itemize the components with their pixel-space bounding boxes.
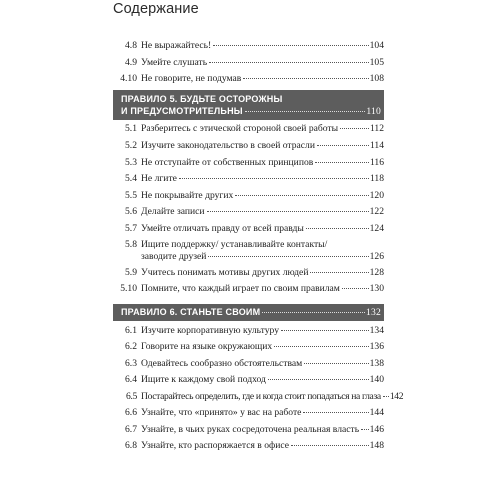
dot-leader <box>179 178 369 179</box>
entry-number: 6.6 <box>125 407 137 418</box>
entry-number: 6.5 <box>126 391 137 402</box>
entry-number: 5.6 <box>125 206 137 217</box>
entry-title: Изучите корпоративную культуру <box>141 325 280 336</box>
entry-title: Не покрывайте других <box>141 190 234 201</box>
dot-leader <box>213 45 368 46</box>
entry-page: 130 <box>369 283 384 294</box>
entry-number: 5.2 <box>125 140 137 151</box>
entry-page: 144 <box>369 407 384 418</box>
dot-leader <box>291 445 369 446</box>
chapter-page: 132 <box>366 307 381 318</box>
entry-page: 136 <box>369 341 384 352</box>
entry-page: 120 <box>369 190 384 201</box>
entry-page: 126 <box>369 251 384 262</box>
entry-page: 118 <box>369 173 384 184</box>
entry-title: Не говорите, не подумав <box>141 73 242 84</box>
entry-number: 4.9 <box>125 57 137 68</box>
dot-leader <box>208 256 368 257</box>
entry-title: Ищите поддержку/ устанавливайте контакты/ <box>141 239 328 250</box>
dot-leader <box>303 412 368 413</box>
entry-number: 5.5 <box>125 190 137 201</box>
dot-leader <box>235 195 368 196</box>
dot-leader <box>245 111 366 112</box>
table-of-contents <box>113 0 404 500</box>
entry-title: Узнайте, кто распоряжается в офисе <box>141 440 289 451</box>
entry-number: 5.7 <box>125 223 137 234</box>
entry-title: Делайте записи <box>141 206 205 217</box>
dot-leader <box>340 128 369 129</box>
dot-leader <box>342 288 369 289</box>
entry-number: 6.7 <box>125 424 137 435</box>
entry-number: 6.4 <box>125 374 137 385</box>
entry-page: 134 <box>369 325 384 336</box>
chapter-title-line1: ПРАВИЛО 5. БУДЬТЕ ОСТОРОЖНЫ <box>121 94 283 104</box>
entry-page: 105 <box>369 57 384 68</box>
entry-title: Говорите на языке окружающих <box>141 341 273 352</box>
dot-leader <box>304 363 368 364</box>
entry-page: 124 <box>369 223 384 234</box>
dot-leader <box>262 312 365 313</box>
entry-page: 112 <box>369 123 384 134</box>
entry-page: 138 <box>369 358 384 369</box>
entry-number: 6.2 <box>125 341 137 352</box>
chapter-title-line2: И ПРЕДУСМОТРИТЕЛЬНЫ <box>121 106 243 116</box>
entry-title: Узнайте, что «принято» у вас на работе <box>141 407 302 418</box>
entry-title: Умейте отличать правду от всей правды <box>141 223 304 234</box>
chapter-title: ПРАВИЛО 6. СТАНЬТЕ СВОИМ <box>121 307 261 317</box>
entry-title: Ищите к каждому свой подход <box>141 374 266 385</box>
entry-number: 6.1 <box>125 325 137 336</box>
entry-page: 114 <box>369 140 384 151</box>
entry-title: Постарайтесь определить, где и когда стоит попадаться на глаза <box>141 391 381 402</box>
entry-page: 108 <box>369 73 384 84</box>
entry-number: 5.3 <box>125 157 137 168</box>
entry-page: 148 <box>369 440 384 451</box>
entry-number: 5.1 <box>125 123 137 134</box>
entry-number: 4.8 <box>125 40 137 51</box>
entry-number: 5.9 <box>125 267 137 278</box>
entry-number: 5.8 <box>125 239 137 250</box>
entry-title: Не лгите <box>141 173 177 184</box>
entry-title: Узнайте, в чьих руках сосредоточена реальная власть <box>141 424 360 435</box>
entry-title: Не выражайтесь! <box>141 40 212 51</box>
entry-title-cont: заводите друзей <box>141 251 207 262</box>
entry-number: 4.10 <box>120 73 137 84</box>
dot-leader <box>361 429 369 430</box>
chapter-6-header <box>113 304 384 321</box>
chapter-5-header <box>113 90 384 120</box>
entry-number: 6.3 <box>125 358 137 369</box>
entry-title: Разберитесь с этической стороной своей работы <box>141 123 339 134</box>
dot-leader <box>243 78 368 79</box>
entry-page: 146 <box>369 424 384 435</box>
entry-page: 128 <box>369 267 384 278</box>
entry-title: Изучите законодательство в своей отрасли <box>141 140 315 151</box>
dot-leader <box>268 379 369 380</box>
dot-leader <box>209 62 369 63</box>
dot-leader <box>274 346 368 347</box>
entry-page: 142 <box>389 391 404 402</box>
entry-title: Одевайтесь сообразно обстоятельствам <box>141 358 303 369</box>
dot-leader <box>315 162 369 163</box>
entry-page: 140 <box>369 374 384 385</box>
dot-leader <box>383 396 389 397</box>
entry-title: Умейте слушать <box>141 57 208 68</box>
entry-title: Учитесь понимать мотивы других людей <box>141 267 309 278</box>
entry-page: 116 <box>369 157 384 168</box>
entry-page: 104 <box>369 40 384 51</box>
entry-number: 6.8 <box>125 440 137 451</box>
dot-leader <box>207 211 369 212</box>
entry-number: 5.4 <box>125 173 137 184</box>
entry-page: 122 <box>369 206 384 217</box>
entry-number: 5.10 <box>120 283 137 294</box>
dot-leader <box>310 272 368 273</box>
entry-title: Помните, что каждый играет по своим правилам <box>141 283 340 294</box>
chapter-page: 110 <box>366 106 381 117</box>
dot-leader <box>317 145 369 146</box>
page-heading: Содержание <box>113 1 199 17</box>
dot-leader <box>306 228 369 229</box>
entry-title: Не отступайте от собственных принципов <box>141 157 314 168</box>
dot-leader <box>281 330 369 331</box>
